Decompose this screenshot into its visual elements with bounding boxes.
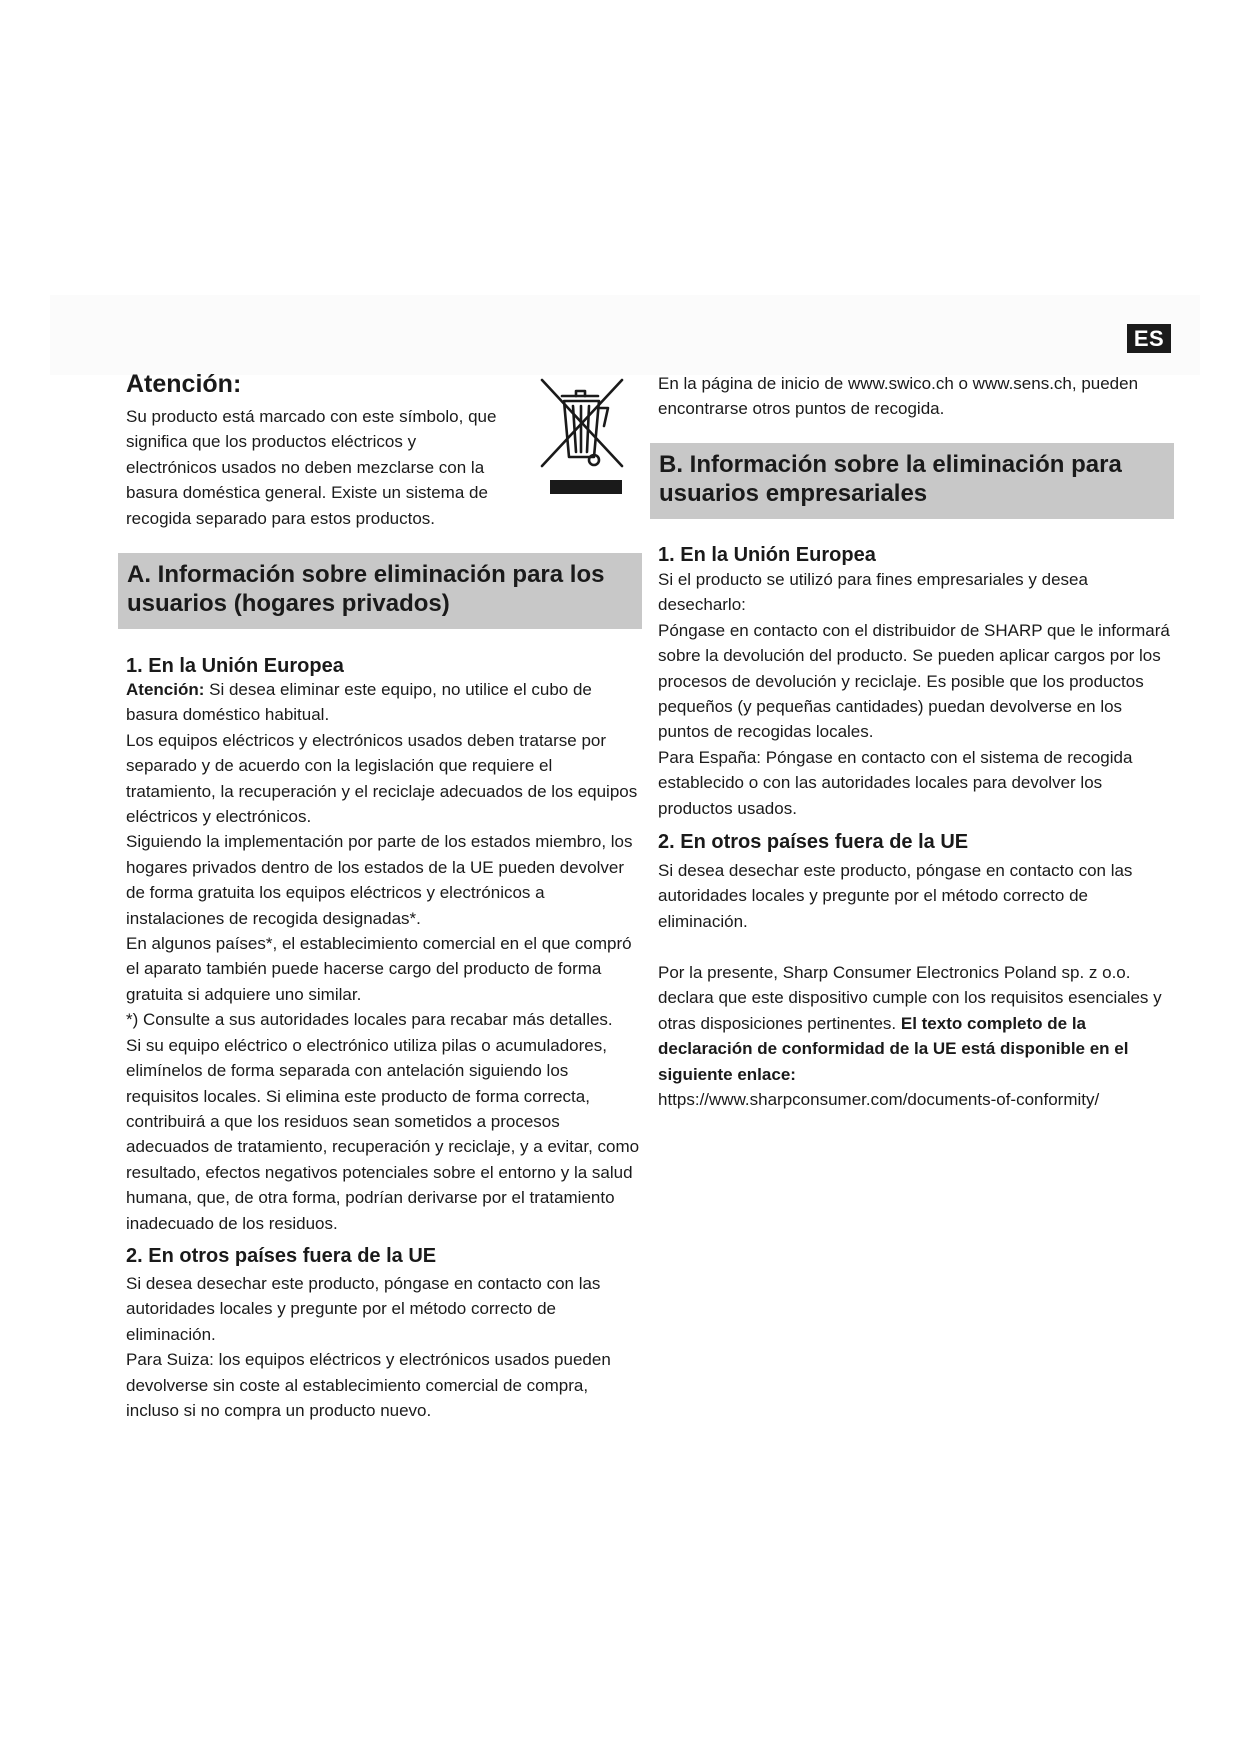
section-b-non-eu-text: Si desea desechar este producto, póngase en contacto con las autoridades locales y pregunte por el método correcto de eliminación. [658,861,1133,931]
declaration-of-conformity [658,960,1173,1112]
section-a-eu-body [126,677,641,1236]
declaration-url: https://www.sharpconsumer.com/documents-of-conformity/ [658,1090,1100,1110]
paragraph: Póngase en contacto con el distribuidor de SHARP que le informará sobre la devolución del producto. Se pueden aplicar cargos por los procesos de devolución y reciclaje. Es posible que los productos pequeños (y pequeñas cantidades) puedan devolverse en los puntos de recogidas locales. [658,620,1170,742]
attention-label: Atención: [126,680,205,699]
section-b-non-eu-title: 2. En otros países fuera de la UE [658,831,969,853]
attention-title: Atención: [126,370,242,398]
paragraph: Siguiendo la implementación por parte de los estados miembro, los hogares privados dentro de los estados de la UE pueden devolver de forma gratuita los equipos eléctricos y electrónicos a instalaciones de recogida designadas*. [126,832,633,928]
declaration-bold-statement: El texto completo de la declaración de conformidad de la UE está disponible en el siguiente enlace: [658,1013,1129,1084]
section-a-non-eu-title: 2. En otros países fuera de la UE [126,1245,437,1267]
paragraph: Para España: Póngase en contacto con el sistema de recogida establecido o con las autoridades locales para devolver los productos usados. [658,747,1133,818]
paragraph: Si el producto se utilizó para fines empresariales y desea desecharlo: [658,570,1088,615]
section-b-eu-body [658,567,1173,821]
declaration-statement: Por la presente, Sharp Consumer Electronics Poland sp. z o.o. declara que este dispositivo cumple con los requisitos esenciales y otras disposiciones pertinentes. [658,963,1162,1033]
language-badge: ES [1127,324,1171,353]
page-header-band [50,295,1200,375]
paragraph: Si su equipo eléctrico o electrónico utiliza pilas o acumuladores, elimínelos de forma separada con antelación siguiendo los requisitos locales. Si elimina este producto de forma correcta, contribuirá a que los residuos sean sometidos a procesos adecuados de tratamiento, recuperación y reciclaje, y a evitar, como resultado, efectos negativos potenciales sobre el entorno y la salud humana, que, de otra forma, podrían derivarse por el tratamiento inadecuado de los residuos. [126,1035,640,1233]
section-a-heading: A. Información sobre eliminación para los usuarios (hogares privados) [118,553,642,629]
collection-points-text: En la página de inicio de www.swico.ch o www.sens.ch, pueden encontrarse otros puntos de recogida. [658,374,1139,419]
section-a-eu-attention [126,677,641,728]
paragraph: En algunos países*, el establecimiento comercial en el que compró el aparato también puede hacerse cargo del producto de forma gratuita si adquiere uno similar. [126,934,632,1004]
section-a-non-eu-body [126,1271,641,1423]
footnote: *) Consulte a sus autoridades locales para recabar más detalles. [126,1010,613,1030]
paragraph: Para Suiza: los equipos eléctricos y electrónicos usados pueden devolverse sin coste al establecimiento comercial de compra, incluso si no compra un producto nuevo. [126,1350,611,1421]
weee-crossed-bin-icon [536,374,630,498]
section-b-heading: B. Información sobre la eliminación para usuarios empresariales [650,443,1174,519]
paragraph: Si desea desechar este producto, póngase en contacto con las autoridades locales y pregunte por el método correcto de eliminación. [126,1274,601,1344]
attention-label-text: Si desea eliminar este equipo, no utilice el cubo de basura doméstico habitual. [126,680,592,725]
declaration-text [658,960,1173,1112]
attention-text: Su producto está marcado con este símbolo, que significa que los productos eléctricos y electrónicos usados no deben mezclarse con la basura doméstica general. Existe un sistema de recogida separado para estos productos. [126,407,497,528]
paragraph: Los equipos eléctricos y electrónicos usados deben tratarse por separado y de acuerdo con la legislación que requiere el tratamiento, la recuperación y el reciclaje adecuados de los equipos eléctricos y electrónicos. [126,730,638,827]
section-b-eu-title: 1. En la Unión Europea [658,544,876,566]
section-a-eu-title: 1. En la Unión Europea [126,655,344,677]
